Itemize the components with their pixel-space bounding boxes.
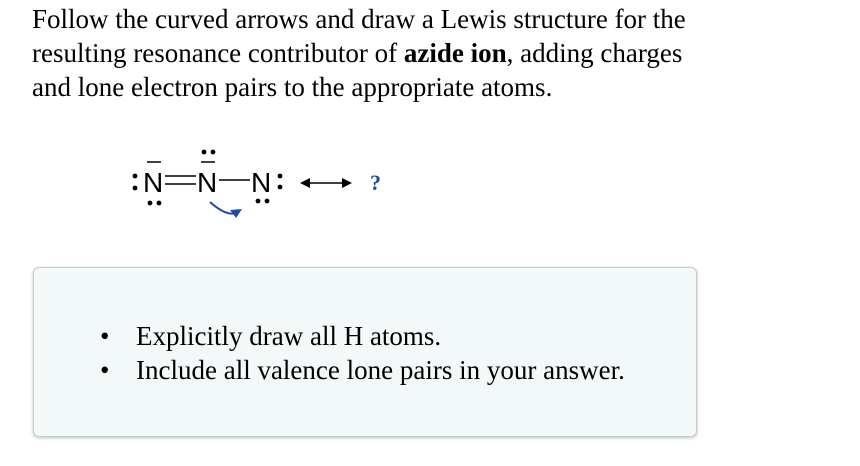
lone-pair-dot xyxy=(278,185,283,190)
lone-pair-dot xyxy=(211,150,216,155)
atom-n2: N xyxy=(197,167,218,198)
instruction-text: Explicitly draw all H atoms. xyxy=(136,321,442,351)
lone-pair-dot xyxy=(148,201,153,206)
instruction-text: Include all valence lone pairs in your answer. xyxy=(136,355,625,385)
resonance-arrow-head-left xyxy=(300,178,310,188)
list-item xyxy=(100,319,625,353)
lone-pair-dot xyxy=(202,150,207,155)
lone-pair-dot xyxy=(256,199,261,204)
compound-name: azide ion xyxy=(403,38,507,68)
azide-lewis-structure xyxy=(118,140,538,230)
question-text xyxy=(32,2,832,104)
bullet-icon: • xyxy=(100,355,110,385)
unknown-structure-mark[interactable]: ? xyxy=(370,170,381,195)
atom-n1: N xyxy=(143,167,164,198)
lone-pair-dot xyxy=(157,201,162,206)
resonance-arrow-head-right xyxy=(342,178,352,188)
lone-pair-dot xyxy=(133,186,138,191)
question-line-2-start: resulting resonance contributor of xyxy=(32,38,404,68)
atom-n3: N xyxy=(251,167,272,198)
lone-pair-dot xyxy=(133,174,138,179)
question-line-2 xyxy=(32,36,832,70)
lone-pair-dot xyxy=(265,199,270,204)
question-line-2-end: , adding charges xyxy=(506,38,683,68)
structure-svg xyxy=(118,140,538,230)
list-item xyxy=(100,353,625,387)
instructions-list xyxy=(100,319,625,387)
bullet-icon: • xyxy=(100,321,110,351)
question-line-1: Follow the curved arrows and draw a Lewis structure for the xyxy=(32,4,686,34)
lone-pair-dot xyxy=(278,174,283,179)
question-line-3: and lone electron pairs to the appropriate atoms. xyxy=(32,72,553,102)
instructions-box xyxy=(33,267,697,437)
